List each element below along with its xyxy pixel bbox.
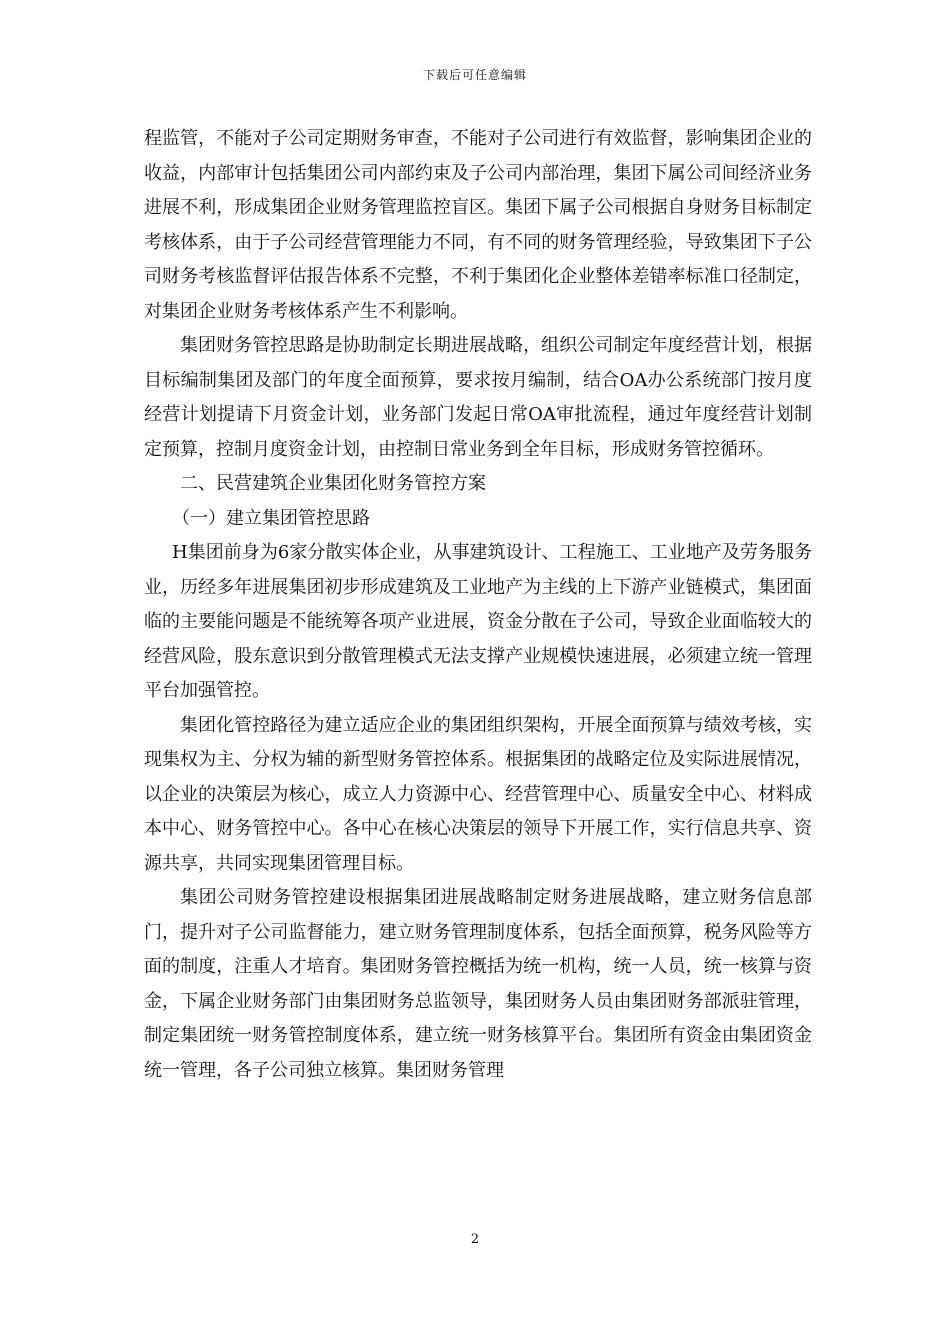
paragraph: 集团化管控路径为建立适应企业的集团组织架构，开展全面预算与绩效考核，实现集权为主、分权为辅的新型财务管控体系。根据集团的战略定位及实际进展情况，以企业的决策层为核心，成立人力资源中心、经营管理中心、质量安全中心、材料成本中心、财务管控中心。各中心在核心决策层的领导下开展工作，实行信息共享、资源共享，共同实现集团管理目标。 xyxy=(144,714,812,874)
paragraph-continued: 程监管，不能对子公司定期财务审查，不能对子公司进行有效监督，影响集团企业的收益，内部审计包括集团公司内部约束及子公司内部治理，集团下属公司间经济业务进展不利，形成集团企业财务管理监控盲区。集团下属子公司根据自身财务目标制定考核体系，由于子公司经营管理能力不同，有不同的财务管理经验，导致集团下子公司财务考核监督评估报告体系不完整，不利于集团化企业整体差错率标准口径制定，对集团企业财务考核体系产生不利影响。 xyxy=(144,128,812,322)
document-body xyxy=(144,122,812,1088)
page-number: 2 xyxy=(470,1232,480,1247)
paragraph: H集团前身为6家分散实体企业，从事建筑设计、工程施工、工业地产及劳务服务业，历经多年进展集团初步形成建筑及工业地产为主线的上下游产业链模式，集团面临的主要能问题是不能统筹各项产业进展，资金分散在子公司，导致企业面临较大的经营风险，股东意识到分散管理模式无法支撑产业规模快速进展，必须建立统一管理平台加强管控。 xyxy=(144,542,812,701)
paragraph: 集团公司财务管控建设根据集团进展战略制定财务进展战略，建立财务信息部门，提升对子公司监督能力，建立财务管理制度体系，包括全面预算，税务风险等方面的制度，注重人才培育。集团财务管控概括为统一机构，统一人员，统一核算与资金，下属企业财务部门由集团财务总监领导，集团财务人员由集团财务部派驻管理，制定集团统一财务管控制度体系，建立统一财务核算平台。集团所有资金由集团资金统一管理，各子公司独立核算。集团财务管理 xyxy=(144,887,812,1081)
page-header: 下载后可任意编辑 xyxy=(422,68,527,82)
paragraph: 集团财务管控思路是协助制定长期进展战略，组织公司制定年度经营计划，根据目标编制集团及部门的年度全面预算，要求按月编制，结合OA办公系统部门按月度经营计划提请下月资金计划，业务部门发起日常OA审批流程，通过年度经营计划制定预算，控制月度资金计划，由控制日常业务到全年目标，形成财务管控循环。 xyxy=(144,335,812,460)
subsection-heading: （一）建立集团管控思路 xyxy=(172,507,370,529)
section-heading: 二、民营建筑企业集团化财务管控方案 xyxy=(180,473,486,494)
